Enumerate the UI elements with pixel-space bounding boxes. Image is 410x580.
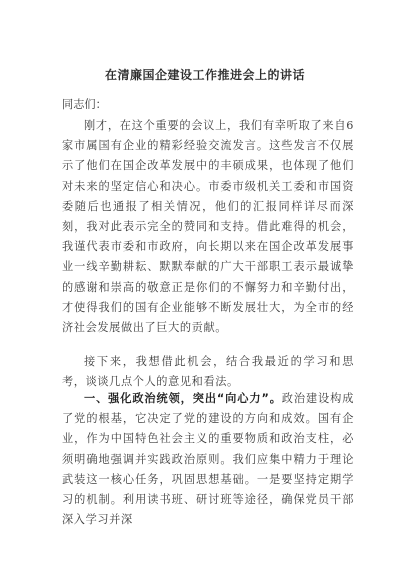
- paragraph-transition: 接下来，我想借此机会，结合我最近的学习和思考，谈谈几点个人的意见和看法。: [62, 355, 354, 389]
- section-1-paragraph: [62, 389, 354, 530]
- paragraph-opening: 刚才，在这个重要的会议上，我们有幸听取了来自6家市属国有企业的精彩经验交流发言。这些发言不仅展示了他们在国企改革发展中的丰硕成果，也体现了他们对未来的坚定信心和决心。市委市级机关工委和市国资委随后也通报了相关情况，他们的汇报同样详尽而深刻，我对此表示完全的赞同和支持。借此难得的机会，我谨代表市委和市政府，向长期以来在国企改革发展事业一线辛勤耕耘、默默奉献的广大干部职工表示最诚挚的感谢和崇高的敬意正是你们的不懈努力和辛勤付出，才使得我们的国有企业能够不断发展壮大，为全市的经济社会发展做出了巨大的贡献。: [62, 119, 354, 335]
- section-1-heading: 一、强化政治统领，突出“向心力”。: [84, 392, 282, 405]
- salutation: 同志们：: [62, 98, 107, 111]
- section-1-text: 政治建设构成了党的根基，它决定了党的建设的方向和成效。国有企业，作为中国特色社会主义的重要物质和政治支柱，必须明确地强调并实践政治原则。我们应集中精力于理论武装这一核心任务，巩固思想基础。一是要坚持定期学习的机制。利用读书班、研讨班等途径，确保党员干部深入学习并深: [62, 392, 354, 527]
- document-title: 在清廉国企建设工作推进会上的讲话: [104, 68, 305, 82]
